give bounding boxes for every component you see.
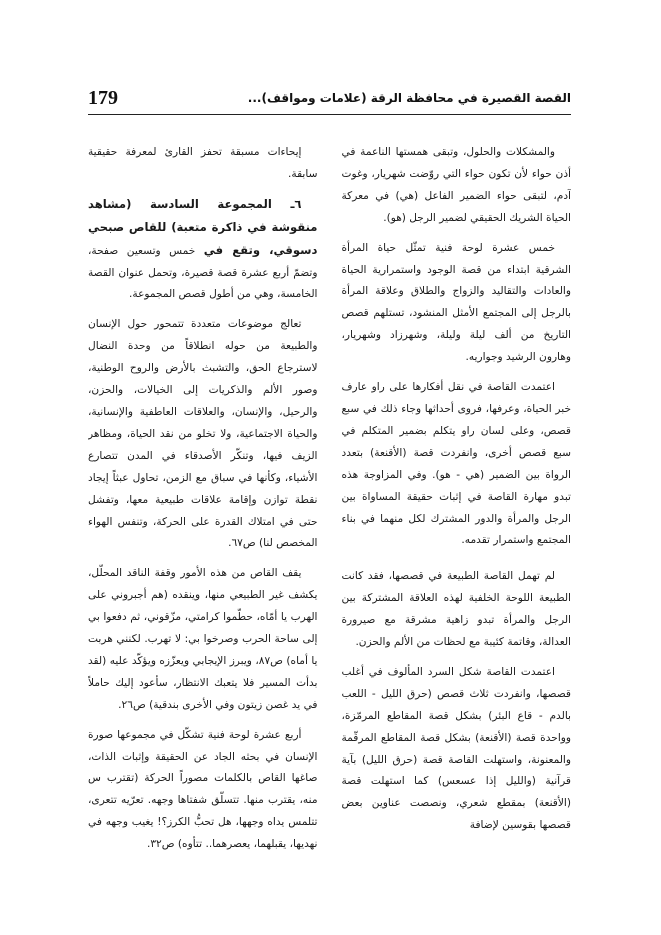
- paragraph: لم تهمل القاصة الطبيعة في قصصها، فقد كانت الطبيعة اللوحة الخلفية لهذه العلاقة المشتركة بين الرجل والمرأة تبدو زاهية مشرقة مع صيرورة العدالة، وقاتمة كئيبة مع لحظات من الألم والحزن.: [341, 570, 571, 649]
- page-number: 179: [88, 86, 118, 109]
- paragraph: اعتمدت القاصة شكل السرد المألوف في أغلب قصصها، وانفردت ثلاث قصص (حرق الليل - اللعب بالدم - قاع البئر) بشكل قصة المقاطع المرمّزة، وواحدة قصة (الأقنعة) بشكل قصة المقاطع المرقّمة والمعنونة، واستهلت القاصة قصة (حرق الليل) بآية قرآنية (والليل إذا عسعس) كما استهلت قصة (الأقنعة) بمقطع شعري، ونصصت عناوين بعض قصصها بقوسين لإضافة: [341, 665, 571, 832]
- left-column: [88, 142, 318, 877]
- text-columns: [88, 142, 571, 877]
- paragraph: والمشكلات والحلول، وتبقى همستها الناعمة في أذن حواء لأن تكون حواء التي روّضت شهريار، وغوت آدم، لتبقى حواء الضمير الفاعل (هي) في معركة الحياة الشريك الحقيقي لضمير الرجل (هو).: [341, 146, 571, 224]
- paragraph: أربع عشرة لوحة فنية تشكّل في مجموعها صورة الإنسان في بحثه الجاد عن الحقيقة وإثبات الذات، صاغها القاص بالكلمات مصوراً الحركة (تقترب س منه، يقترب منها. تتسلّق شفتاها وجهه. تعرّيه تتعرى، تتلمس يداه وجهها، هل تحبُّ الكرز؟! يغيب وجهه في نهديها، يقبلهما، يعصرهما.. تتأوه) ص٣٢.: [88, 728, 318, 851]
- paragraph: يقف القاص من هذه الأمور وقفة الناقد المحلّل، يكشف غير الطبيعي منها، وينقده (هم أجبروني على الهرب يا أمّاه، حطّموا كرامتي، مزّقوني، ثم دفعوا بي إلى ساحة الحرب وصرخوا بي: لا تهرب. لكنني هربت يا أماه) ص٨٧، ويبرز الإيجابي ويعزّزه ويؤكّد عليه (لقد بدأت المسير فلا يتعبك الانتظار، سأعود إليك حاملاً في يد غصن زيتون وفي الأخرى بندقية) ص٢٦.: [88, 567, 318, 711]
- section-heading: ٦ـ المجموعة السادسة (مشاهد منقوشة في ذاكرة متعبة) للقاص صبحي دسوقي، وتقع في: [88, 196, 318, 257]
- right-column: [342, 142, 572, 877]
- paragraph-continuation: خمس وتسعين صفحة، وتضمّ أربع عشرة قصة قصيرة، وتحمل عنوان القصة الخامسة، وهي من أطول قصص المجموعة.: [88, 244, 318, 301]
- section-paragraph: [88, 194, 318, 307]
- page-header: [88, 84, 571, 112]
- header-rule: [88, 114, 571, 115]
- paragraph: تعالج موضوعات متعددة تتمحور حول الإنسان والطبيعة من حوله انطلاقاً من وحدة النضال لاسترجاع الحق، والتشبث بالأرض والروح الوطنية، وصور الألم والذكريات إلى الخيالات، والحزن، والرحيل، والإنسان، والعلاقات العاطفية والإنسانية، والحياة الاجتماعية، ولا تخلو من نقد الحياة، ومظاهر الزيف فيها، وتنكّر الأصدقاء في المدن تتصارع الأشياء، وكأنها في سباق مع الزمن، تحاول عبثاً إيجاد نقطة توازن وإقامة علاقات طبيعية معها، وتفشل حتى في امتلاك القدرة على الحركة، وتنفس الهواء المخصص لنا) ص٦٧.: [88, 318, 318, 550]
- running-title: القصة القصيرة في محافظة الرقة (علامات ومواقف)...: [247, 91, 571, 105]
- paragraph: اعتمدت القاصة في نقل أفكارها على راو عارف خبر الحياة، وعرفها، فروى أحداثها وجاء ذلك في سبع قصص، وعلى لسان راو يتكلم بضمير المتكلم في سبع قصص أخرى، وانفردت قصة (الأقنعة) بتعدد الرواة بين الضمير (هي - هو). وفي المزاوجة هذه تبدو مهارة القاصة في إثبات حقيقة المساواة بين الرجل والمرأة والدور المشترك لكل منهما في بناء المجتمع واستمرار تقدمه.: [341, 381, 571, 547]
- paragraph: إيحاءات مسبقة تحفز القارئ لمعرفة حقيقية سابقة.: [88, 146, 318, 180]
- paragraph: خمس عشرة لوحة فنية تمثّل حياة المرأة الشرقية ابتداء من قصة الوجود واستمرارية الحياة والعادات والتقاليد والزواج والطلاق وعلاقة المرأة بالرجل إلى المجتمع الأمثل المنشود، تستلهم قصص التاريخ من ألف ليلة وليلة، وشهرزاد وشهريار، وهارون الرشيد وجواريه.: [341, 241, 571, 364]
